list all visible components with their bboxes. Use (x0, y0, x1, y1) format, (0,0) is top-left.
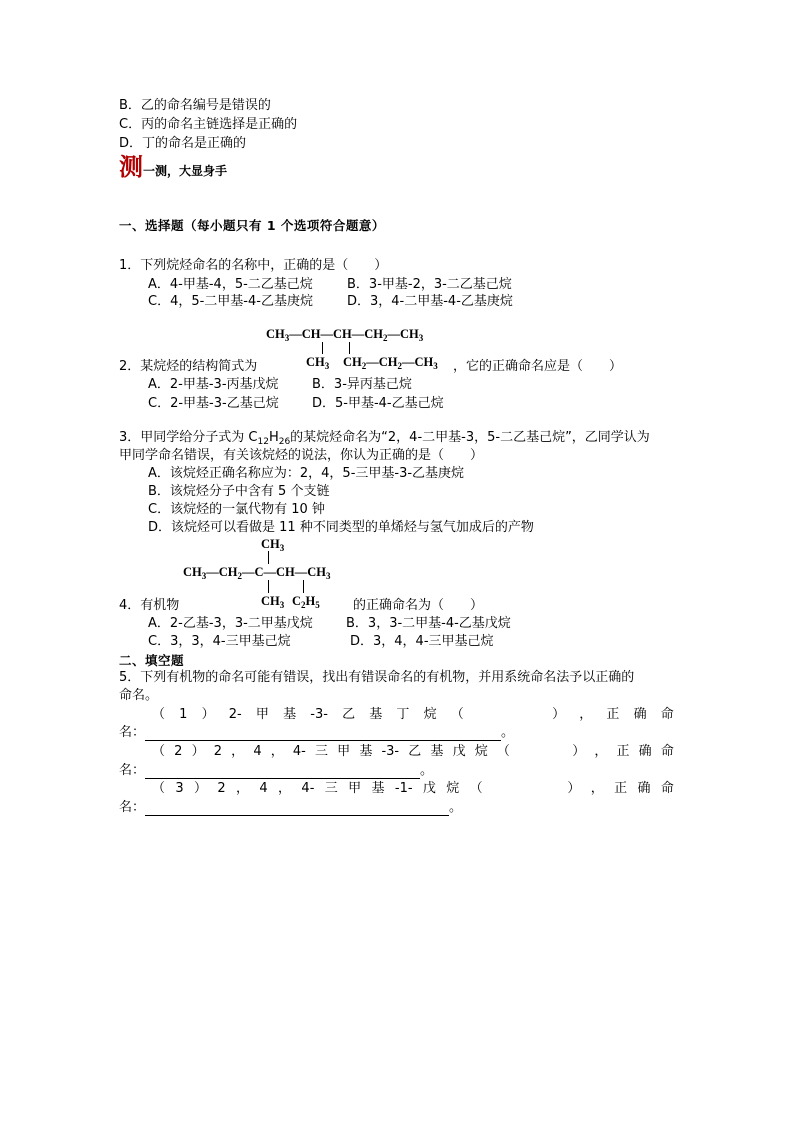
section-heading-fill: 二、填空题 (119, 653, 185, 668)
q1-option-b: B．3-甲基-2，3-二乙基己烷 (347, 277, 512, 292)
q4-option-c: C．3，3，4-三甲基己烷 (148, 634, 291, 649)
q2-main-chain: $CH_3—CH—CH—CH_2—CH_3$ (266, 327, 424, 343)
banner-mark: 测 (119, 152, 143, 181)
q2-bond-2 (349, 342, 350, 354)
q4-bond-bottom-left (268, 580, 269, 593)
q5-item-1: （ 1 ） 2- 甲 基 -3- 乙 基 丁 烷 （ ） ， 正 确 命 (152, 707, 674, 722)
q3-option-a: A．该烷烃正确名称应为：2，4，5-三甲基-3-乙基庚烷 (148, 466, 465, 481)
q2-option-c: C．2-甲基-3-乙基己烷 (148, 396, 279, 411)
q4-main-chain: $CH_3—CH_2—C—CH—CH_3$ (183, 565, 331, 581)
q5-stem-line2: 命名。 (119, 688, 159, 703)
q4-bottom-right-group: $C_2H_5$ (292, 594, 320, 610)
q4-bottom-left-group: $CH_3$ (261, 594, 285, 610)
q2-branch-1: $CH_3$ (306, 355, 330, 371)
q1-stem: 1．下列烷烃命名的名称中，正确的是（ ） (119, 258, 388, 273)
q2-option-b: B．3-异丙基己烷 (312, 377, 412, 392)
q2-stem-prefix: 2．某烷烃的结构简式为 (119, 359, 258, 374)
q4-bond-bottom-right (303, 580, 304, 593)
q1-option-d: D．3，4-二甲基-4-乙基庚烷 (347, 294, 513, 309)
q5-stem-line1: 5．下列有机物的命名可能有错误，找出有错误命名的有机物，并用系统命名法予以正确的 (119, 670, 635, 685)
q5-item-2-answer[interactable]: 名： 。 (119, 763, 434, 778)
q2-option-d: D．5-甲基-4-乙基己烷 (312, 396, 444, 411)
section-heading-choice: 一、选择题（每小题只有 1 个选项符合题意） (119, 218, 385, 233)
option-c-top: C．丙的命名主链选择是正确的 (119, 117, 298, 132)
q5-item-2: （ 2 ） 2 ， 4 ， 4- 三 甲 基 -3- 乙 基 戊 烷 （ ） ， 正 确 命 (152, 744, 674, 759)
q1-option-c: C．4，5-二甲基-4-乙基庚烷 (148, 294, 313, 309)
option-b-top: B．乙的命名编号是错误的 (119, 98, 271, 113)
q4-stem-suffix: 的正确命名为（ ） (353, 598, 484, 613)
q3-option-b: B．该烷烃分子中含有 5 个支链 (148, 484, 330, 499)
q1-option-a: A．4-甲基-4，5-二乙基己烷 (148, 277, 313, 292)
q2-stem-suffix: ，它的正确命名应是（ ） (453, 359, 623, 374)
q2-branch-2: $CH_2—CH_2—CH_3$ (343, 355, 438, 371)
q5-item-1-answer[interactable]: 名： 。 (119, 725, 515, 740)
q3-stem-line1: 3．甲同学给分子式为 $C_{12}H_{26}$的某烷烃命名为“2，4-二甲基-3，5-二乙基己烷”，乙同学认为 (119, 430, 650, 447)
q5-item-3: （ 3 ） 2 ， 4 ， 4- 三 甲 基 -1- 戊 烷 （ ） ， 正 确 命 (152, 781, 674, 796)
q3-stem-line2: 甲同学命名错误，有关该烷烃的说法，你认为正确的是（ ） (119, 448, 484, 463)
q2-option-a: A．2-甲基-3-丙基戊烷 (148, 377, 279, 392)
q4-option-a: A．2-乙基-3，3-二甲基戊烷 (148, 616, 313, 631)
q3-option-c: C．该烷烃的一氯代物有 10 钟 (148, 502, 325, 517)
q4-bond-top (268, 551, 269, 564)
q3-option-d: D．该烷烃可以看做是 11 种不同类型的单烯烃与氢气加成后的产物 (148, 520, 534, 535)
q4-option-d: D．3，4，4-三甲基己烷 (350, 634, 494, 649)
q4-stem-prefix: 4．有机物 (119, 598, 180, 613)
q2-bond-1 (322, 342, 323, 354)
q4-top-group: $CH_3$ (261, 537, 285, 553)
banner-text: 一测，大显身手 (143, 164, 228, 178)
option-d-top: D．丁的命名是正确的 (119, 136, 247, 151)
q4-option-b: B．3，3-二甲基-4-乙基戊烷 (346, 616, 511, 631)
q5-item-3-answer[interactable]: 名： 。 (119, 800, 463, 815)
